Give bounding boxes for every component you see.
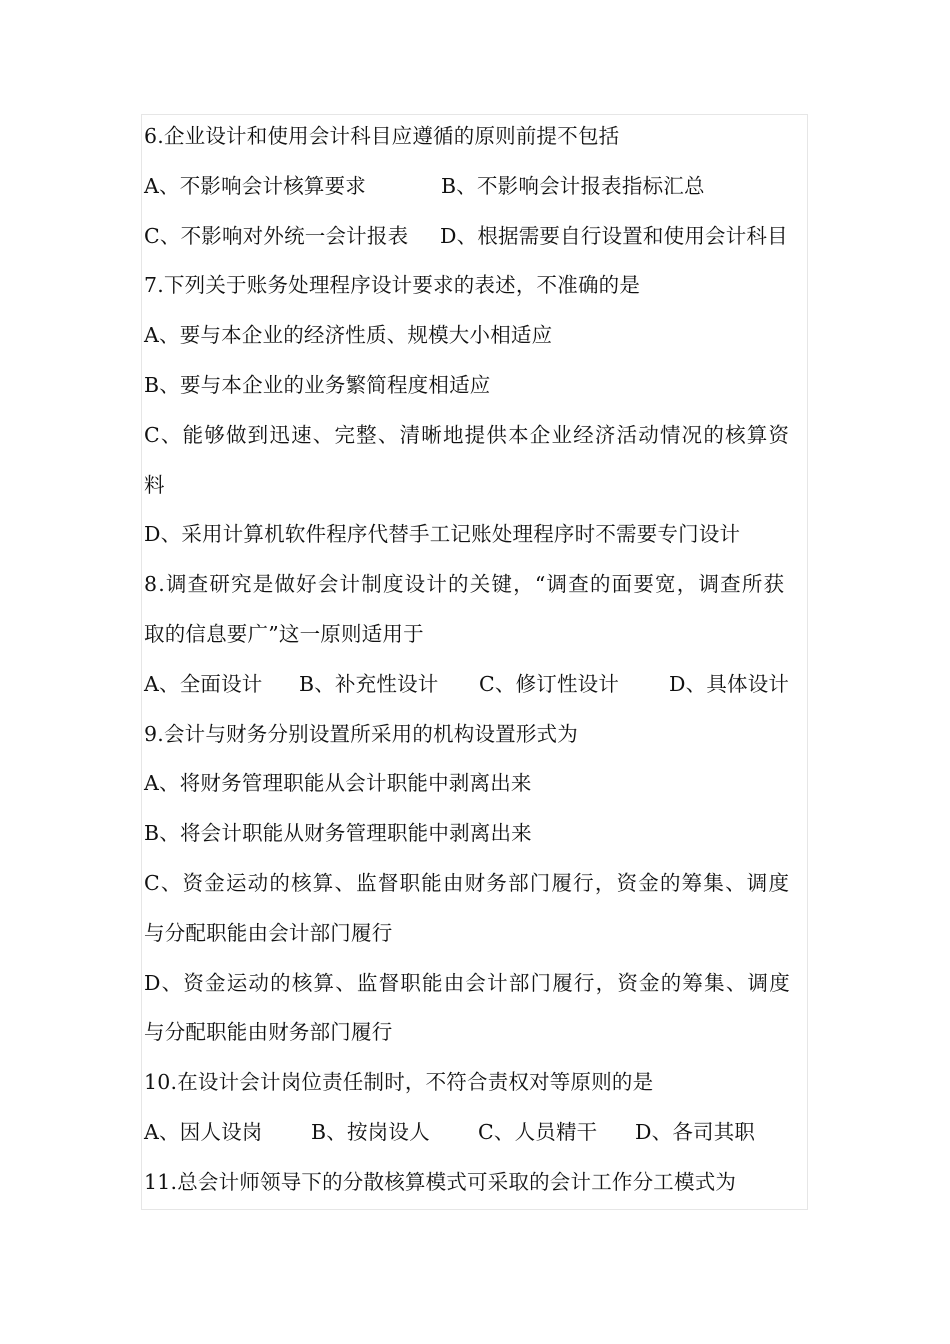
question-11-stem: 11.总会计师领导下的分散核算模式可采取的会计工作分工模式为 (144, 1169, 737, 1194)
question-8-option-c: C、修订性设计 (479, 671, 620, 696)
question-9-option-d-line2: 与分配职能由财务部门履行 (144, 1020, 393, 1045)
question-8-stem-line1: 8.调查研究是做好会计制度设计的关键，“调查的面要宽，调查所获 (144, 572, 786, 597)
question-6-option-b: B、不影响会计报表指标汇总 (441, 173, 705, 198)
question-9-option-c-line1: C、资金运动的核算、监督职能由财务部门履行，资金的筹集、调度 (144, 870, 791, 895)
question-6-options-ab (144, 162, 808, 212)
question-6-option-d: D、根据需要自行设置和使用会计科目 (440, 223, 788, 248)
question-9-option-b: B、将会计职能从财务管理职能中剥离出来 (144, 821, 532, 846)
question-10-stem: 10.在设计会计岗位责任制时，不符合责权对等原则的是 (144, 1070, 654, 1095)
question-8-option-b: B、补充性设计 (299, 671, 439, 696)
question-7-stem: 7.下列关于账务处理程序设计要求的表述，不准确的是 (144, 273, 641, 298)
question-6-options-cd (144, 212, 808, 262)
question-8-options (144, 660, 808, 710)
question-10-option-c: C、人员精干 (478, 1119, 598, 1144)
question-7-option-b: B、要与本企业的业务繁简程度相适应 (144, 372, 491, 397)
question-6-stem: 6.企业设计和使用会计科目应遵循的原则前提不包括 (144, 124, 620, 148)
question-6-option-a: A、不影响会计核算要求 (144, 173, 367, 198)
question-9-option-d-line1: D、资金运动的核算、监督职能由会计部门履行，资金的筹集、调度 (144, 970, 791, 995)
question-7-option-c-line1: C、能够做到迅速、完整、清晰地提供本企业经济活动情况的核算资 (144, 422, 791, 447)
question-8-stem-line2: 取的信息要广”这一原则适用于 (144, 621, 424, 646)
question-8-option-a: A、全面设计 (144, 671, 263, 696)
question-10-option-a: A、因人设岗 (144, 1119, 263, 1144)
question-7-option-d: D、采用计算机软件程序代替手工记账处理程序时不需要专门设计 (144, 522, 741, 547)
question-8-option-d: D、具体设计 (669, 671, 790, 696)
question-9-stem: 9.会计与财务分别设置所采用的机构设置形式为 (144, 721, 578, 746)
question-6-option-c: C、不影响对外统一会计报表 (144, 223, 409, 248)
document-body (144, 112, 808, 1208)
question-7-option-a: A、要与本企业的经济性质、规模大小相适应 (144, 323, 553, 348)
question-10-option-d: D、各司其职 (635, 1119, 756, 1144)
question-10-options (144, 1108, 808, 1158)
question-9-option-c-line2: 与分配职能由会计部门履行 (144, 920, 393, 945)
question-10-option-b: B、按岗设人 (311, 1119, 430, 1144)
question-9-option-a: A、将财务管理职能从会计职能中剥离出来 (144, 771, 532, 796)
question-7-option-c-line2: 料 (144, 472, 165, 497)
